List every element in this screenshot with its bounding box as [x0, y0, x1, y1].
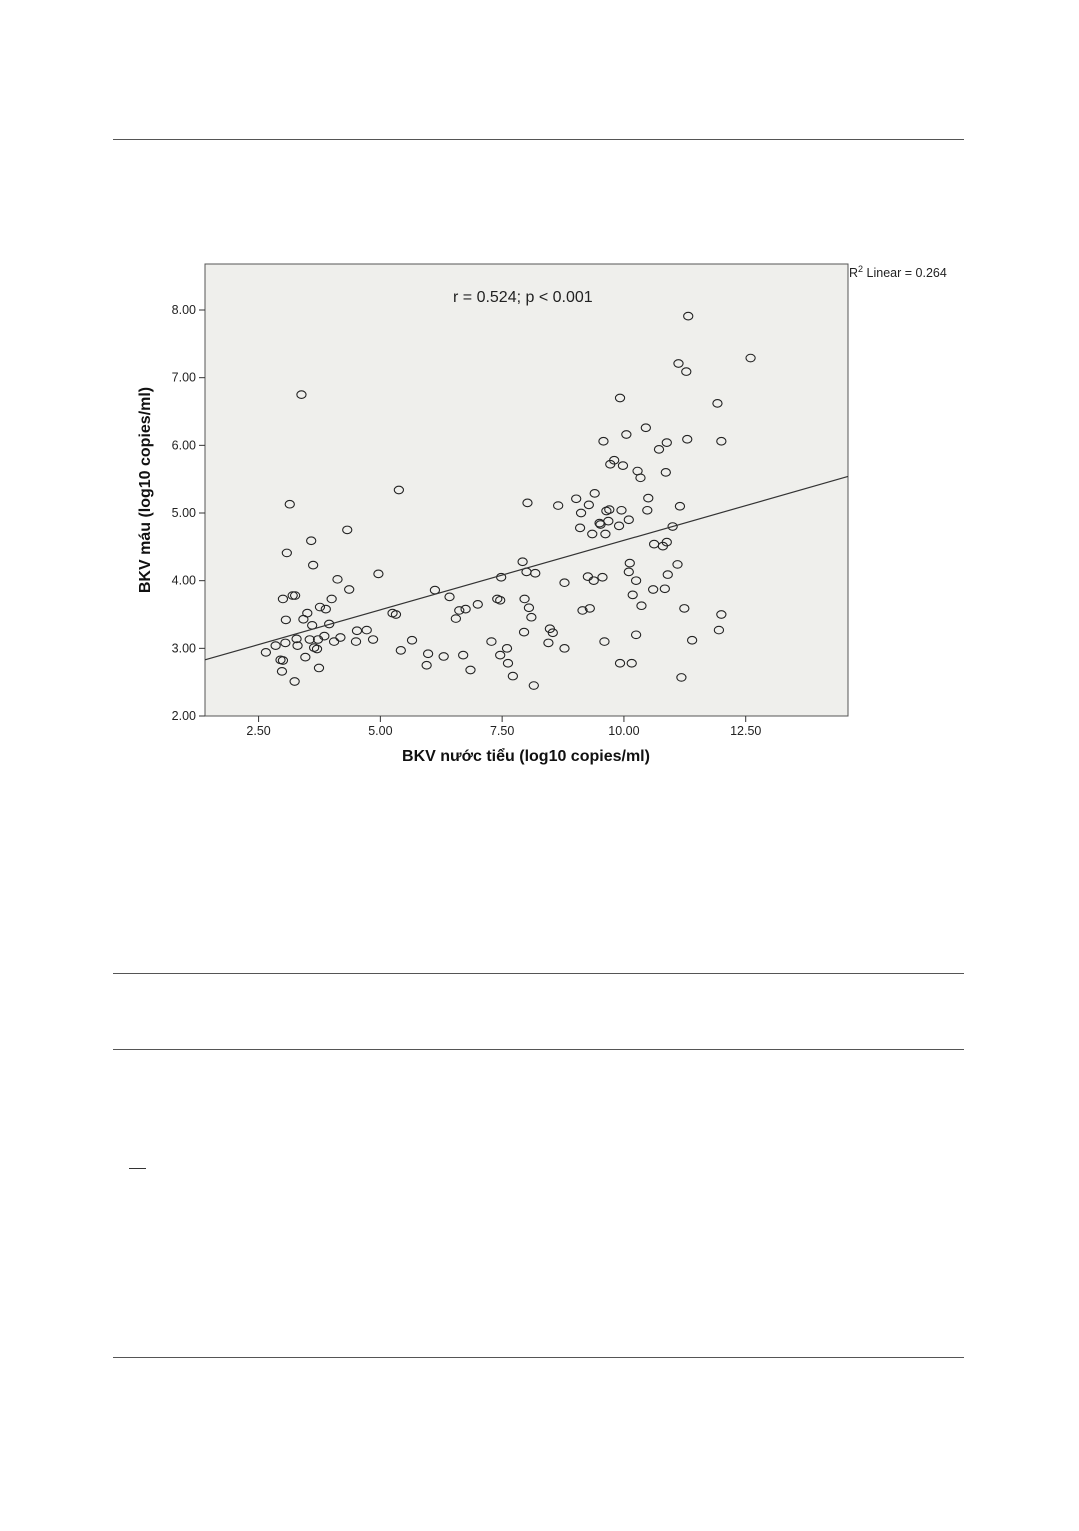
short-dash-mark — [129, 1168, 146, 1169]
x-axis-title: BKV nước tiểu (log10 copies/ml) — [402, 748, 650, 765]
x-tick-label: 10.00 — [608, 724, 640, 738]
y-tick-label: 7.00 — [171, 370, 196, 385]
y-tick-label: 6.00 — [171, 438, 196, 453]
rule-upper-caption — [113, 973, 964, 974]
x-tick-label: 7.50 — [489, 724, 515, 738]
x-tick-label: 12.50 — [730, 724, 762, 738]
y-axis — [172, 303, 205, 723]
x-axis — [246, 716, 761, 738]
y-tick-label: 4.00 — [171, 573, 196, 588]
y-tick-label: 3.00 — [171, 641, 196, 656]
x-tick-label: 2.50 — [246, 724, 271, 738]
y-tick-label: 5.00 — [171, 506, 196, 521]
correlation-annotation: r = 0.524; p < 0.001 — [453, 289, 593, 306]
r2-label-prefix: R — [849, 266, 859, 280]
rule-lower-caption — [113, 1049, 964, 1050]
x-tick-label: 5.00 — [368, 724, 393, 738]
y-tick-label: 2.00 — [171, 709, 196, 723]
bottom-rule — [113, 1357, 964, 1358]
r2-label — [849, 264, 947, 280]
y-axis-title: BKV máu (log10 copies/ml) — [137, 386, 154, 594]
r2-label-suffix: Linear = 0.264 — [863, 266, 947, 280]
r2-label-sup: 2 — [858, 264, 864, 274]
y-tick-label: 8.00 — [171, 303, 196, 318]
